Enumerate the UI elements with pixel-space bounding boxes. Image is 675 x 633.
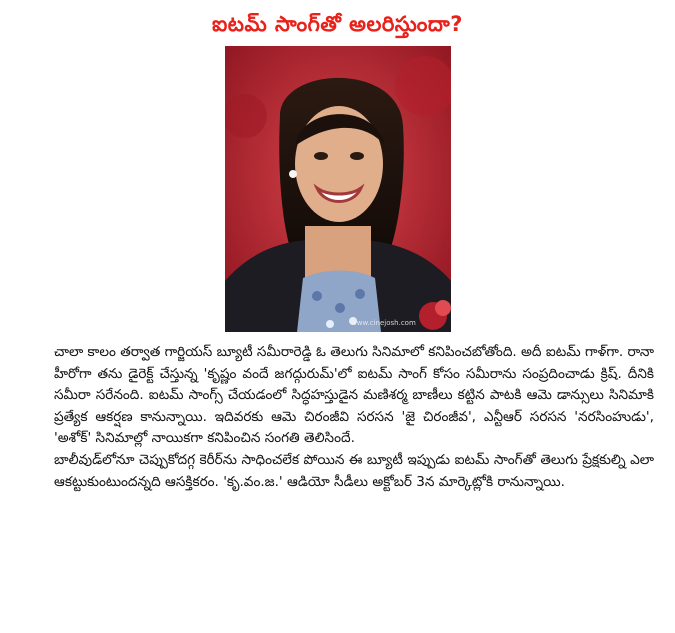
photo-watermark: www.cinejosh.com — [351, 319, 416, 327]
article-photo — [225, 46, 451, 332]
page-headline: ఐటమ్ సాంగ్‌తో అలరిస్తుందా? — [212, 12, 463, 36]
article-body — [54, 342, 654, 493]
portrait-illustration — [225, 46, 451, 332]
article-paragraph-1: చాలా కాలం తర్వాత గార్జియస్ బ్యూటీ సమీరారెడ్డి ఓ తెలుగు సినిమాలో కనిపించబోతోంది. అదీ ఐటమ్ గాళ్‌గా. రానా హీరోగా తను డైరెక్ట్ చేస్తున్న 'కృష్ణం వందే జగద్గురుమ్'లో ఐటమ్ సాంగ్ కోసం సమీరాను సంప్రదించాడు క్రిష్. దీనికి సమీరా సరేనంది. ఐటమ్ సాంగ్స్ చేయడంలో సిద్ధహస్తుడైన మణిశర్మ బాణీలు కట్టిన పాటకి ఆమె డాన్సులు సినిమాకి ప్రత్యేక ఆకర్షణ కానున్నాయి. ఇదివరకు ఆమె చిరంజీవి సరసన 'జై చిరంజీవ', ఎన్టీఆర్ సరసన 'నరసింహుడు', 'అశోక్' సినిమాల్లో నాయికగా కనిపించిన సంగతి తెలిసిందే. — [54, 344, 655, 447]
article-paragraph-2: బాలీవుడ్‌లోనూ చెప్పుకోదగ్గ కెరీర్‌ను సాధించలేక పోయిన ఈ బ్యూటీ ఇప్పుడు ఐటమ్ సాంగ్‌తో తెలుగు ప్రేక్షకుల్ని ఎలా ఆకట్టుకుంటుందన్నది ఆసక్తికరం. 'కృ.వం.జ.' ఆడియో సీడీలు అక్టోబర్ 3న మార్కెట్లోకి రానున్నాయి. — [54, 451, 654, 490]
